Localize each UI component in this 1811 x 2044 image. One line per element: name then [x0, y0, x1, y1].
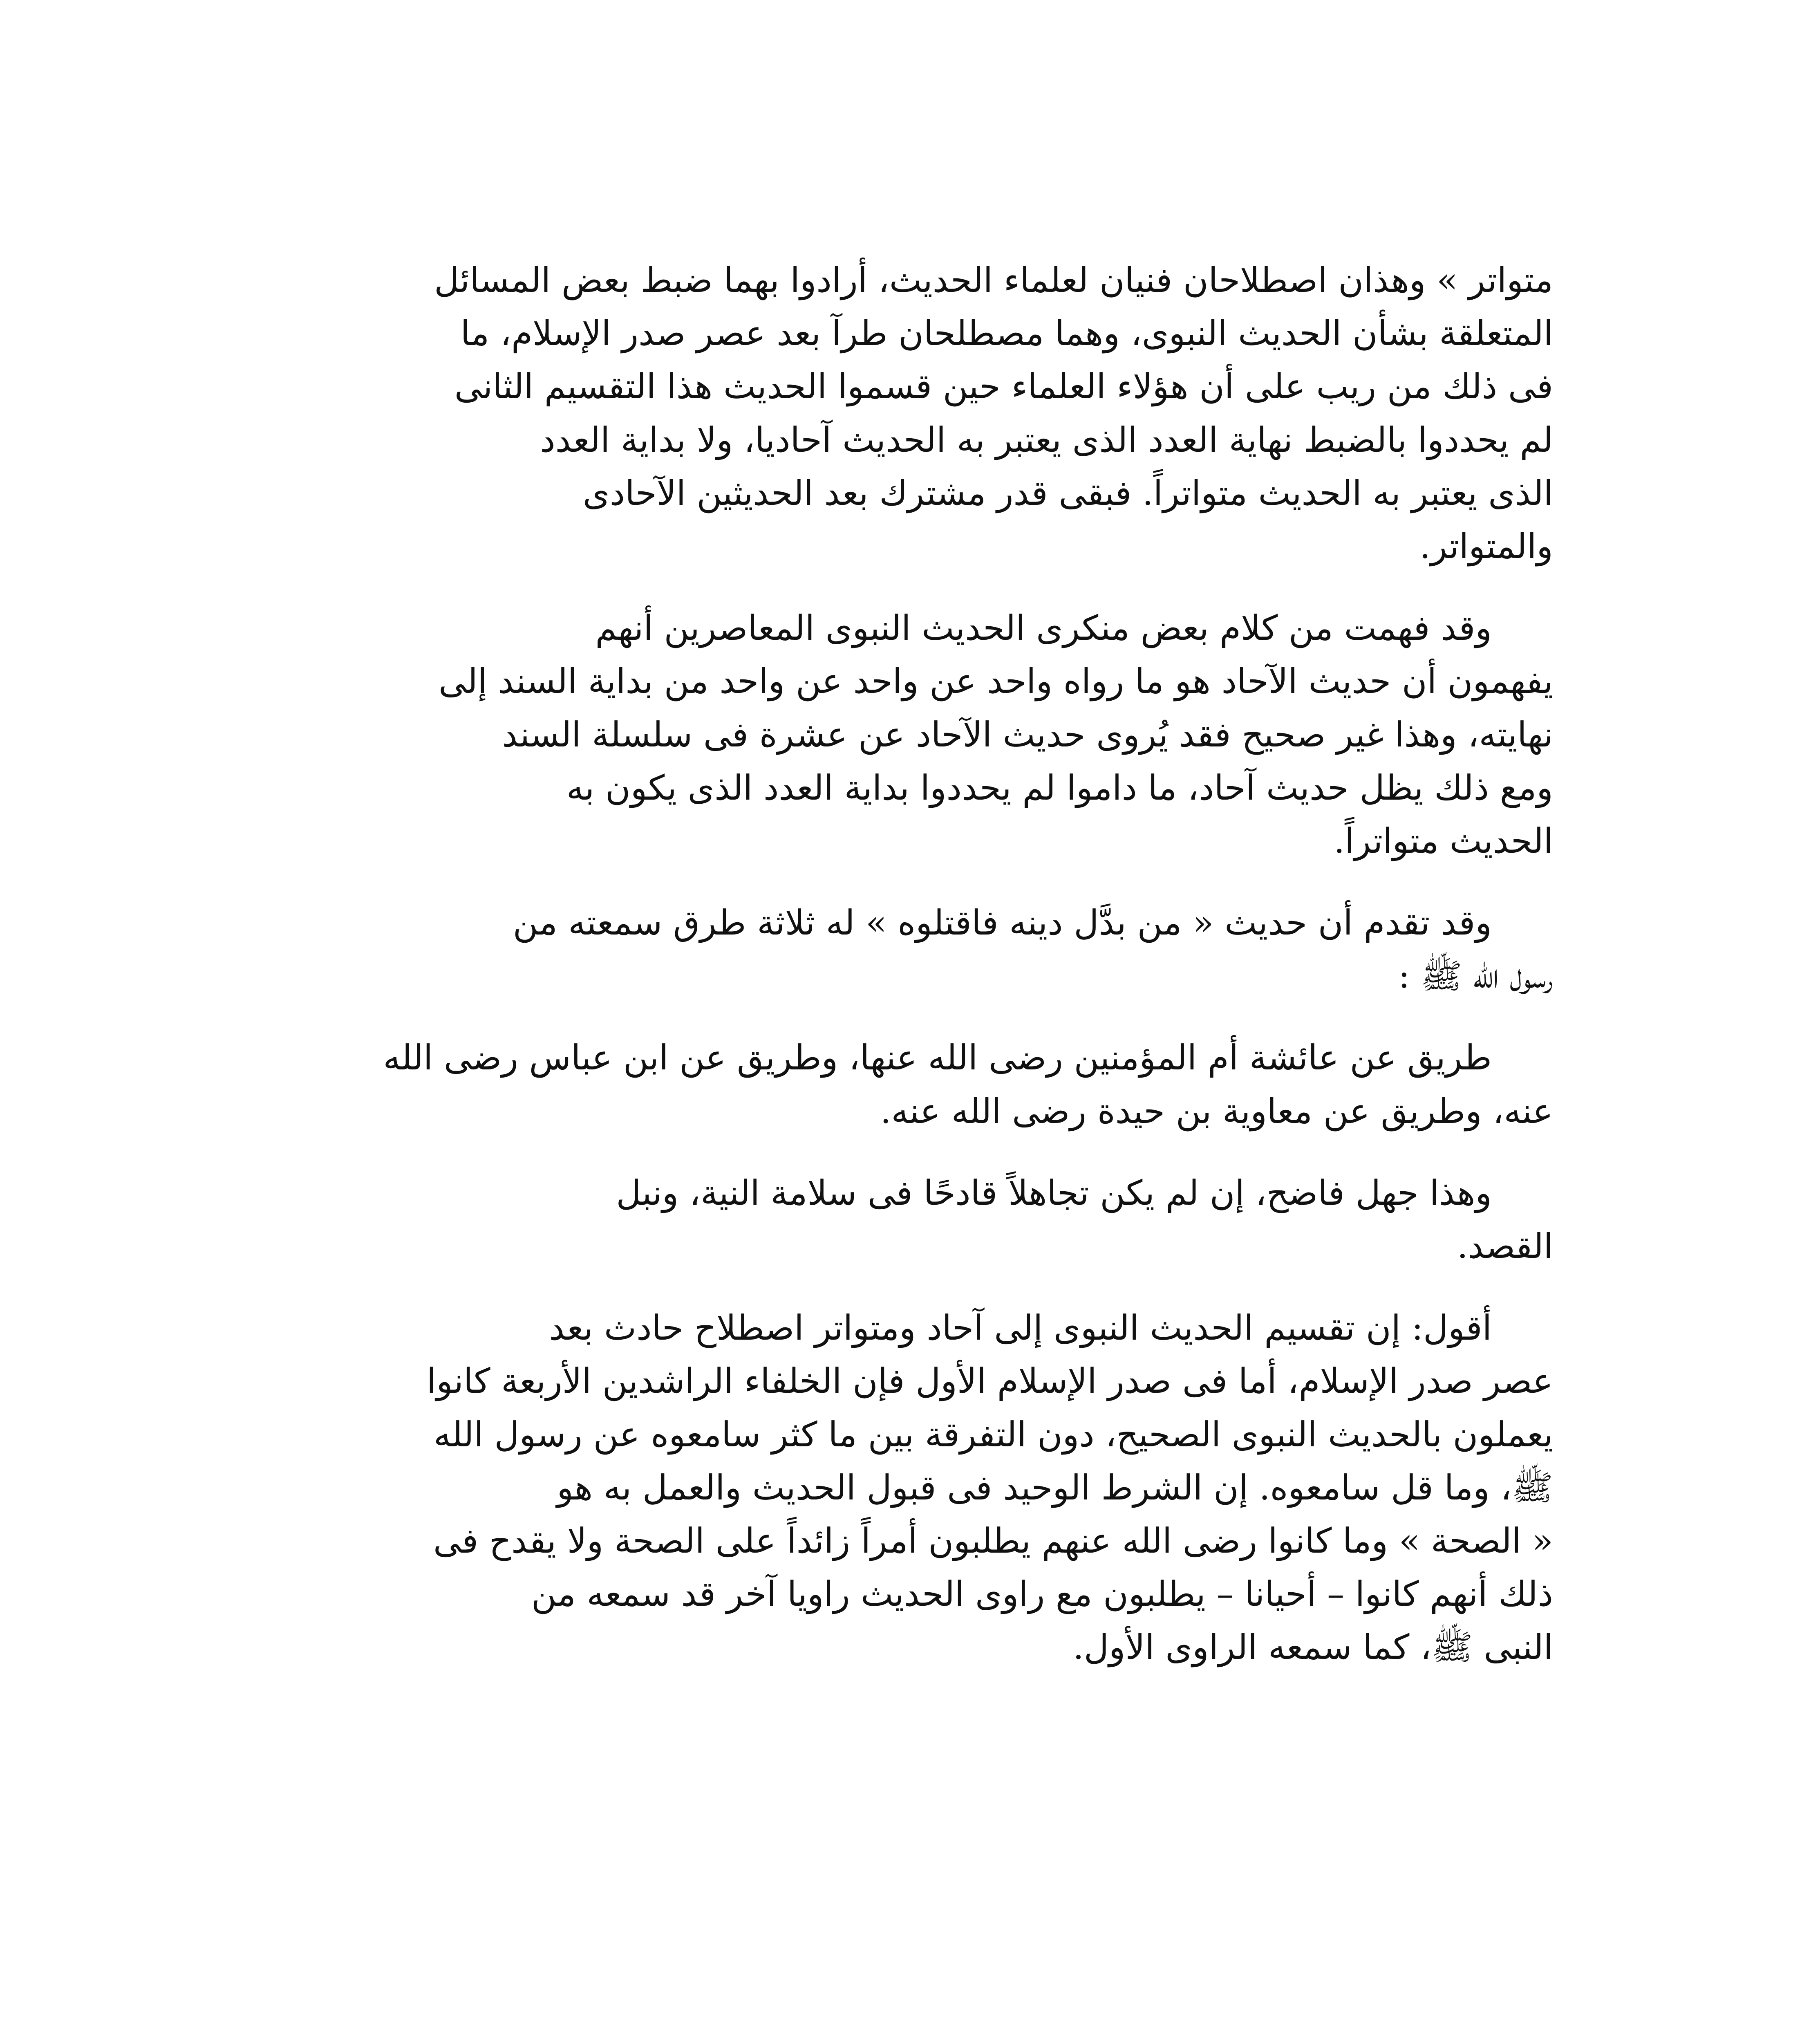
text-line: المتعلقة بشأن الحديث النبوى، وهما مصطلحان طرآ بعد عصر صدر الإسلام، ما — [460, 313, 1553, 354]
paragraph-3 — [262, 896, 1553, 1002]
text-line: وقد تقدم أن حديث « من بدَّل دينه فاقتلوه » له ثلاثة طرق سمعته من — [513, 903, 1492, 943]
text-line: طريق عن عائشة أم المؤمنين رضى الله عنها، وطريق عن ابن عباس رضى الله — [383, 1038, 1492, 1078]
text-line: « الصحة » وما كانوا رضى الله عنهم يطلبون أمراً زائداً على الصحة ولا يقدح فى — [433, 1520, 1553, 1561]
text-line: وقد فهمت من كلام بعض منكرى الحديث النبوى المعاصرين أنهم — [595, 608, 1492, 648]
text-line: يفهمون أن حديث الآحاد هو ما رواه واحد عن واحد عن واحد من بداية السند إلى — [439, 661, 1553, 702]
text-line: وهذا جهل فاضح، إن لم يكن تجاهلاً قادحًا فى سلامة النية، ونبل — [616, 1172, 1492, 1213]
text-line: لم يحددوا بالضبط نهاية العدد الذى يعتبر به الحديث آحاديا، ولا بداية العدد — [540, 419, 1553, 460]
paragraph-2 — [262, 601, 1553, 867]
text-line: ﷺ، وما قل سامعوه. إن الشرط الوحيد فى قبول الحديث والعمل به هو — [557, 1467, 1553, 1508]
text-line: نهايته، وهذا غير صحيح فقد يُروى حديث الآحاد عن عشرة فى سلسلة السند — [502, 714, 1553, 755]
text-line: يعملون بالحديث النبوى الصحيح، دون التفرقة بين ما كثر سامعوه عن رسول الله — [434, 1414, 1553, 1455]
text-line: النبى ﷺ، كما سمعه الراوى الأول. — [1073, 1627, 1553, 1667]
text-line: والمتواتر. — [1419, 526, 1553, 566]
paragraph-1 — [262, 253, 1553, 573]
paragraph-4 — [262, 1031, 1553, 1137]
paragraph-5 — [262, 1166, 1553, 1273]
text-line: متواتر » وهذان اصطلاحان فنيان لعلماء الحديث، أرادوا بهما ضبط بعض المسائل — [434, 260, 1553, 300]
text-line: القصد. — [1457, 1226, 1553, 1266]
text-line: الذى يعتبر به الحديث متواتراً. فبقى قدر مشترك بعد الحديثين الآحادى — [583, 473, 1553, 513]
text-line: أقول: إن تقسيم الحديث النبوى إلى آحاد ومتواتر اصطلاح حادث بعد — [549, 1308, 1492, 1348]
text-line: عنه، وطريق عن معاوية بن حيدة رضى الله عنه. — [880, 1091, 1553, 1131]
paragraph-6 — [262, 1301, 1553, 1674]
text-line: ومع ذلك يظل حديث آحاد، ما داموا لم يحددوا بداية العدد الذى يكون به — [566, 767, 1553, 808]
text-line: رسول الله ﷺ : — [1398, 956, 1553, 996]
body-text — [262, 253, 1553, 1703]
text-line: الحديث متواتراً. — [1334, 820, 1553, 861]
text-line: فى ذلك من ريب على أن هؤلاء العلماء حين قسموا الحديث هذا التقسيم الثانى — [454, 366, 1553, 407]
text-line: عصر صدر الإسلام، أما فى صدر الإسلام الأول فإن الخلفاء الراشدين الأربعة كانوا — [426, 1361, 1553, 1401]
text-line: ذلك أنهم كانوا – أحيانا – يطلبون مع راوى الحديث راويا آخر قد سمعه من — [531, 1574, 1553, 1614]
